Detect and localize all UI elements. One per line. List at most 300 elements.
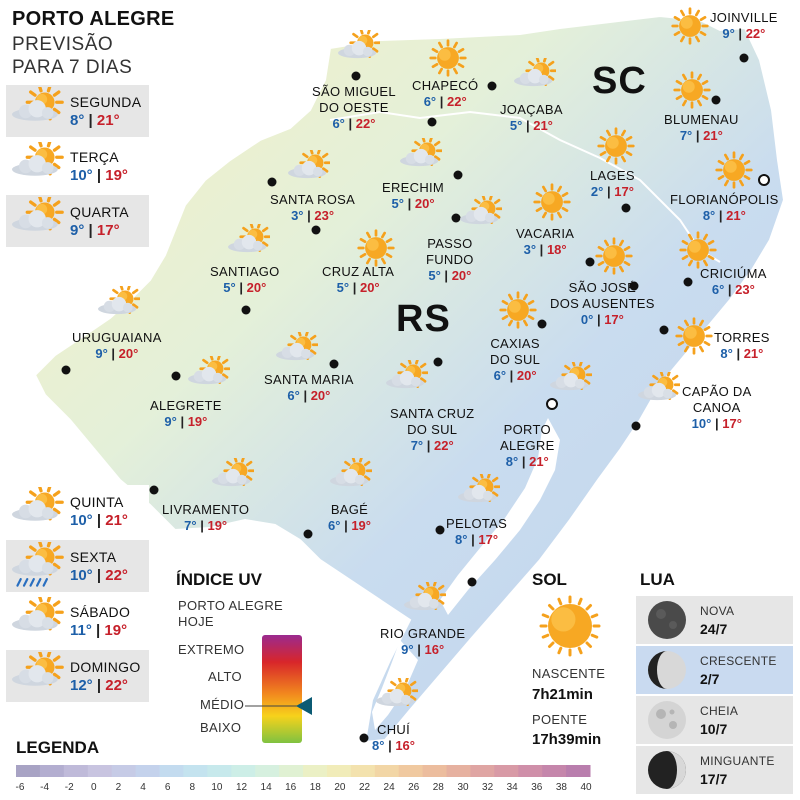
city-name: RIO GRANDE [380, 626, 466, 641]
legend-color-cell [399, 765, 423, 777]
legend-title: LEGENDA [16, 738, 100, 757]
temp-separator: | [439, 94, 444, 109]
temp-min: 5° [391, 196, 404, 211]
temp-min: 2° [590, 184, 604, 199]
city-name: LAGES [590, 168, 635, 183]
city-name-line-2: DOS AUSENTES [550, 296, 655, 311]
city-label [490, 336, 540, 384]
city-label [426, 236, 474, 284]
temp-max: 16° [424, 642, 445, 657]
temp-max: 22° [434, 438, 454, 453]
partly-cloudy-icon [548, 362, 592, 407]
moon-phase-card [636, 696, 793, 744]
sunset-label: POENTE [532, 712, 588, 727]
legend-scale-label: -4 [40, 782, 50, 793]
city-label [328, 502, 371, 534]
moon-phase-card [636, 646, 793, 694]
city-marker [172, 372, 181, 381]
city-label [372, 722, 415, 754]
moon-phase-card [636, 746, 793, 794]
temp-separator: | [714, 416, 719, 431]
temp-separator: | [444, 268, 449, 283]
temp-min: 6° [711, 282, 725, 297]
temp-separator: | [180, 414, 185, 429]
temp-separator: | [96, 676, 102, 694]
temp-min: 10° [70, 166, 93, 184]
day-forecast-card [6, 140, 149, 192]
temp-max: 23° [735, 282, 755, 297]
day-name: SÁBADO [70, 603, 131, 620]
temp-max: 20° [310, 388, 331, 403]
temp-separator: | [307, 208, 311, 223]
city-label [664, 112, 739, 144]
temp-separator: | [96, 166, 102, 184]
city-label [446, 516, 507, 548]
partly-cloudy-icon [8, 487, 64, 535]
temp-separator: | [521, 454, 526, 469]
temp-min: 7° [410, 438, 424, 453]
temp-max: 21° [743, 346, 764, 361]
legend-color-cell [351, 765, 375, 777]
moon-phase-name: CRESCENTE [700, 654, 777, 668]
city-label [590, 168, 635, 200]
temp-separator: | [525, 118, 530, 133]
sun-icon [672, 316, 716, 361]
city-label [714, 330, 770, 362]
city-marker [150, 486, 159, 495]
legend-scale-label: -6 [15, 782, 25, 793]
legend-scale-label: 28 [432, 782, 444, 793]
temp-separator: | [606, 184, 611, 199]
city-label [264, 372, 354, 404]
temp-max: 22° [105, 566, 128, 584]
partly-cloudy-icon [8, 597, 64, 645]
city-label [500, 102, 563, 134]
legend-scale-label: 38 [555, 782, 567, 793]
temp-min: 6° [423, 94, 437, 109]
city-name-line-2: DO SUL [490, 352, 541, 367]
legend-color-cell [375, 765, 399, 777]
sun-icon [668, 6, 712, 51]
city-label [500, 422, 555, 470]
temp-max: 17° [478, 532, 499, 547]
temp-separator: | [596, 312, 601, 327]
legend-color-cell [88, 765, 112, 777]
legend-color-cell [64, 765, 88, 777]
temp-separator: | [407, 196, 412, 211]
partly-cloudy-icon [512, 58, 556, 103]
city-name: CHUÍ [377, 722, 410, 737]
legend-color-cell [231, 765, 255, 777]
city-name: PASSO [427, 236, 473, 251]
sun-icon [594, 126, 638, 171]
legend-color-cell [136, 765, 160, 777]
city-label [550, 280, 655, 328]
temp-max: 22° [447, 94, 467, 109]
partly-cloudy-icon [8, 652, 64, 700]
city-marker [360, 734, 369, 743]
day-forecast-card [6, 85, 149, 137]
sun-icon [592, 236, 636, 281]
temp-min: 5° [428, 268, 441, 283]
temp-separator: | [718, 208, 723, 223]
day-name: SEGUNDA [70, 93, 142, 110]
partly-cloudy-icon [8, 142, 64, 190]
temp-max: 19° [187, 414, 208, 429]
uv-title: ÍNDICE UV [176, 570, 262, 589]
sunrise-label: NASCENTE [532, 666, 606, 681]
day-forecast-card [6, 195, 149, 247]
city-name: SANTIAGO [210, 264, 280, 279]
uv-level-label: ALTO [208, 669, 242, 684]
legend-color-cell [423, 765, 447, 777]
temp-min: 5° [336, 280, 350, 295]
city-label [162, 502, 249, 534]
temp-min: 6° [328, 518, 341, 533]
legend-scale-label: 24 [383, 782, 395, 793]
temp-separator: | [239, 280, 243, 295]
city-marker [62, 366, 71, 375]
partly-cloudy-icon [336, 30, 380, 75]
sun-icon [532, 592, 612, 662]
city-marker [242, 306, 251, 315]
moon-phase-card [636, 596, 793, 644]
city-label [322, 264, 394, 296]
legend-scale-label: 12 [235, 782, 248, 793]
moon-title: LUA [640, 570, 675, 589]
partly-cloudy-icon [8, 197, 64, 245]
temp-max: 19° [104, 621, 128, 639]
moon-phase-date: 17/7 [700, 771, 728, 787]
city-name-line-2: CANOA [692, 400, 741, 415]
legend-color-cell [40, 765, 64, 777]
legend-scale-label: 40 [580, 782, 592, 793]
partly-cloudy-icon [384, 360, 428, 405]
legend-scale-label: 2 [115, 782, 122, 793]
moon-phase-name: CHEIA [700, 704, 739, 718]
moon-phase-name: MINGUANTE [700, 754, 775, 768]
city-label [312, 84, 396, 132]
temp-min: 9° [722, 26, 735, 41]
legend-scale-label: 26 [408, 782, 420, 793]
city-name: SÃO JOSÉ [568, 280, 637, 295]
new-moon-icon [646, 599, 688, 641]
city-name: ALEGRETE [150, 398, 222, 413]
sunset-time: 17h39min [532, 731, 602, 748]
uv-scale-bar [262, 635, 302, 743]
temp-min: 9° [95, 346, 108, 361]
partly-cloudy-icon [8, 87, 64, 135]
temp-separator: | [88, 111, 93, 129]
city-name: PELOTAS [446, 516, 508, 531]
temp-min: 8° [505, 454, 519, 469]
legend-scale-label: 4 [140, 782, 146, 793]
temp-min: 7° [184, 518, 197, 533]
sun-icon [670, 70, 714, 115]
temp-separator: | [96, 511, 102, 529]
sun-title: SOL [532, 570, 567, 589]
page-title: PORTO ALEGRE [12, 8, 175, 30]
legend-color-cell [279, 765, 303, 777]
temp-separator: | [344, 518, 348, 533]
day-forecast-card [6, 485, 149, 537]
temp-separator: | [348, 116, 353, 131]
temp-max: 17° [614, 184, 634, 199]
moon-phase-name: NOVA [700, 604, 735, 618]
temp-max: 20° [359, 280, 380, 295]
uv-subtitle-2: HOJE [178, 614, 214, 629]
legend-scale-label: 22 [358, 782, 371, 793]
temp-min: 9° [70, 221, 85, 239]
city-marker [740, 54, 749, 63]
temp-separator: | [303, 388, 308, 403]
temp-min: 9° [164, 414, 177, 429]
temp-min: 10° [70, 566, 93, 584]
legend-color-cell [207, 765, 231, 777]
city-marker [304, 530, 313, 539]
temp-max: 20° [118, 346, 139, 361]
waning-moon-icon [646, 749, 688, 791]
temp-max: 21° [96, 111, 120, 129]
moon-phase-date: 10/7 [700, 721, 728, 737]
partly-cloudy-icon [186, 356, 230, 401]
city-label [700, 266, 767, 298]
legend-scale-label: 0 [91, 782, 97, 793]
temp-min: 5° [223, 280, 236, 295]
city-name-line-2: ALEGRE [500, 438, 555, 453]
partly-cloudy-icon [374, 678, 418, 723]
temp-max: 17° [722, 416, 742, 431]
legend-color-cell [447, 765, 471, 777]
temp-max: 16° [395, 738, 415, 753]
legend-scale-label: 16 [285, 782, 297, 793]
city-name: BLUMENAU [664, 112, 739, 127]
city-label [150, 398, 222, 430]
temp-max: 21° [529, 454, 549, 469]
legend-color-cell [518, 765, 542, 777]
city-marker [684, 278, 693, 287]
state-label-sc: SC [592, 60, 647, 102]
temp-separator: | [539, 242, 544, 257]
temp-max: 19° [207, 518, 228, 533]
temp-min: 3° [291, 208, 304, 223]
city-name: SÃO MIGUEL [312, 84, 396, 99]
city-marker [330, 360, 339, 369]
city-name: TORRES [714, 330, 770, 345]
temp-separator: | [695, 128, 700, 143]
city-name: CAPÃO DA [682, 384, 752, 399]
city-marker [268, 178, 277, 187]
city-marker [622, 204, 631, 213]
city-label [670, 192, 779, 224]
sun-icon [496, 290, 540, 335]
day-name: DOMINGO [70, 658, 141, 675]
temp-separator: | [736, 346, 741, 361]
legend-color-cell [255, 765, 279, 777]
legend-scale-label: 18 [309, 782, 321, 793]
waxing-moon-icon [646, 649, 688, 691]
city-label [412, 78, 478, 110]
temp-separator: | [352, 280, 357, 295]
temp-min: 8° [70, 111, 85, 129]
temp-separator: | [471, 532, 475, 547]
temp-separator: | [88, 221, 93, 239]
temp-separator: | [111, 346, 116, 361]
sunrise-time: 7h21min [532, 686, 593, 703]
sun-icon [426, 38, 470, 83]
moon-phase-date: 24/7 [700, 621, 728, 637]
legend-scale-label: 20 [334, 782, 346, 793]
city-label [682, 384, 752, 432]
city-label [390, 406, 474, 454]
partly-cloudy-icon [636, 372, 680, 417]
page-subtitle: PREVISÃO [12, 34, 114, 55]
uv-level-label: MÉDIO [200, 697, 245, 712]
temp-max: 22° [105, 676, 128, 694]
temp-max: 21° [105, 511, 128, 529]
temp-min: 10° [70, 511, 93, 529]
temp-separator: | [96, 621, 101, 639]
legend-scale-label: 34 [506, 782, 518, 793]
legend-color-cell [112, 765, 136, 777]
city-name: ERECHIM [382, 180, 445, 195]
temp-max: 19° [105, 166, 128, 184]
city-name: SANTA ROSA [270, 192, 356, 207]
rain-sun-icon [8, 542, 64, 590]
city-marker [428, 118, 437, 127]
page-subtitle-2: PARA 7 DIAS [12, 57, 133, 78]
partly-cloudy-icon [456, 474, 500, 519]
partly-cloudy-icon [286, 150, 330, 195]
legend-color-cell [303, 765, 327, 777]
temp-min: 6° [493, 368, 507, 383]
legend-scale-label: -2 [64, 782, 74, 793]
sun-icon [530, 182, 574, 227]
city-name: CHAPECÓ [412, 78, 479, 93]
day-forecast-card [6, 650, 149, 702]
temp-separator: | [200, 518, 204, 533]
temp-min: 12° [70, 676, 93, 694]
temp-min: 3° [523, 242, 537, 257]
legend-scale-label: 32 [482, 782, 494, 793]
city-label [516, 226, 574, 258]
legend-color-cell [183, 765, 207, 777]
city-marker [632, 422, 641, 431]
city-marker [434, 358, 443, 367]
city-name: SANTA MARIA [264, 372, 354, 387]
city-name: JOAÇABA [500, 102, 563, 117]
legend-color-cell [16, 765, 40, 777]
temp-max: 21° [703, 128, 723, 143]
partly-cloudy-icon [328, 458, 372, 503]
city-label [710, 10, 778, 42]
partly-cloudy-icon [226, 224, 270, 269]
city-marker [454, 171, 463, 180]
temp-separator: | [96, 566, 102, 584]
day-forecast-card [6, 595, 149, 647]
city-name: CRUZ ALTA [322, 264, 395, 279]
temp-separator: | [388, 738, 392, 753]
city-label [72, 330, 162, 362]
city-name: URUGUAIANA [72, 330, 162, 345]
city-label [380, 626, 465, 658]
city-marker [660, 326, 669, 335]
temp-min: 8° [702, 208, 716, 223]
legend-color-cell [470, 765, 494, 777]
city-name: CRICIÚMA [700, 266, 767, 281]
temp-min: 6° [287, 388, 300, 403]
legend-scale-label: 14 [260, 782, 272, 793]
temp-max: 23° [314, 208, 335, 223]
city-marker [488, 82, 497, 91]
full-moon-icon [646, 699, 688, 741]
city-name: VACARIA [516, 226, 575, 241]
city-name: PORTO [503, 422, 551, 437]
temp-min: 10° [691, 416, 712, 431]
day-forecast-card [6, 540, 149, 592]
temp-max: 18° [546, 242, 567, 257]
state-label-rs: RS [396, 298, 451, 340]
legend-scale-label: 36 [531, 782, 543, 793]
temp-max: 19° [351, 518, 371, 533]
city-name: SANTA CRUZ [390, 406, 475, 421]
city-label [270, 192, 355, 224]
temp-min: 8° [720, 346, 733, 361]
temp-min: 9° [401, 642, 414, 657]
city-marker [468, 578, 477, 587]
day-name: TERÇA [70, 148, 119, 165]
city-name: FLORIANÓPOLIS [670, 192, 779, 207]
city-name-line-2: DO SUL [407, 422, 458, 437]
uv-level-label: BAIXO [200, 720, 242, 735]
temp-max: 20° [451, 268, 472, 283]
temp-min: 8° [455, 532, 468, 547]
temp-min: 7° [679, 128, 693, 143]
temp-min: 11° [70, 621, 92, 639]
uv-subtitle: PORTO ALEGRE [178, 598, 283, 613]
city-label [210, 264, 280, 296]
temp-max: 21° [726, 208, 746, 223]
day-name: QUARTA [70, 203, 129, 220]
uv-level-label: EXTREMO [178, 642, 245, 657]
temp-separator: | [509, 368, 514, 383]
day-name: SEXTA [70, 548, 117, 565]
temp-min: 0° [580, 312, 594, 327]
temp-max: 20° [516, 368, 537, 383]
temp-max: 21° [533, 118, 553, 133]
temp-min: 8° [372, 738, 385, 753]
temp-min: 6° [332, 116, 345, 131]
city-name: BAGÉ [330, 502, 369, 517]
legend-color-cell [327, 765, 351, 777]
temp-max: 20° [246, 280, 267, 295]
city-name-line-2: DO OESTE [319, 100, 389, 115]
legend-color-cell [566, 765, 590, 777]
temp-max: 17° [604, 312, 624, 327]
moon-phase-date: 2/7 [700, 671, 720, 687]
temp-separator: | [727, 282, 732, 297]
city-name: LIVRAMENTO [162, 502, 250, 517]
city-marker [436, 526, 445, 535]
city-name: CAXIAS [490, 336, 540, 351]
legend-scale-label: 8 [189, 782, 196, 793]
temp-max: 20° [414, 196, 435, 211]
city-label [382, 180, 444, 212]
temp-max: 17° [96, 221, 120, 239]
temp-max: 22° [745, 26, 766, 41]
legend-scale [16, 765, 591, 777]
day-name: QUINTA [70, 493, 124, 510]
